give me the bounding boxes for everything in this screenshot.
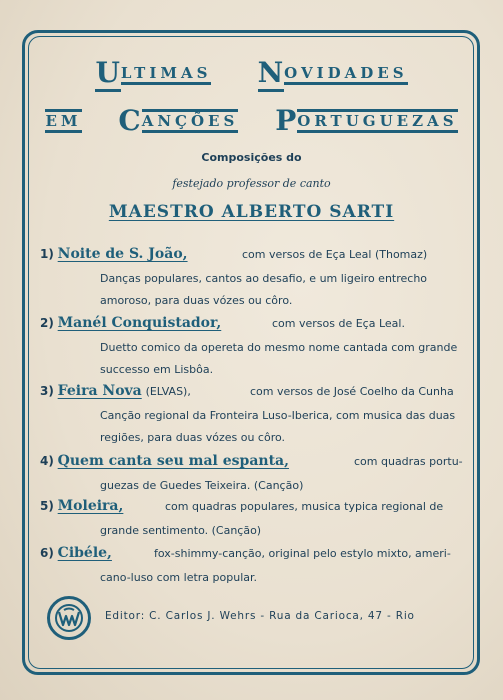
composer-name: MAESTRO ALBERTO SARTI (108, 202, 395, 222)
title-word-em: EM (45, 109, 81, 133)
song-title: Feira Nova (57, 383, 142, 399)
title-line-1 (0, 56, 503, 89)
song-title: Manél Conquistador, (57, 315, 222, 331)
song-1-header (40, 246, 460, 262)
song-1-description (100, 268, 470, 312)
song-number: 4) (40, 454, 54, 468)
song-6-description (100, 567, 470, 589)
song-title: Noite de S. João, (57, 246, 188, 262)
song-5-description (100, 520, 470, 542)
song-desc-line: successo em Lisbôa. (100, 363, 214, 376)
subtitle-composicoes: Composições do (201, 151, 302, 164)
title-word-ultimas: LTIMAS (121, 64, 212, 85)
song-verses: com versos de Eça Leal (Thomaz) (242, 248, 428, 261)
song-4-header (40, 453, 463, 469)
song-5-header (40, 498, 460, 514)
song-desc-line: regiões, para duas vózes ou côro. (100, 431, 286, 444)
wehrs-monogram-logo-icon (47, 596, 91, 640)
song-title: Quem canta seu mal espanta, (57, 453, 289, 469)
title-initial-u: U (95, 56, 120, 92)
song-2-description (100, 337, 470, 381)
song-extra: (ELVAS), (145, 385, 191, 398)
song-verses: com quadras populares, musica typica regional de (165, 500, 444, 513)
footer (47, 596, 467, 646)
song-verses: fox-shimmy-canção, original pelo estylo mixto, ameri- (154, 547, 451, 560)
song-desc-line: Canção regional da Fronteira Luso-Iberica, com musica das duas (100, 409, 456, 422)
song-title: Moleira, (57, 498, 124, 514)
song-2-header (40, 315, 460, 331)
song-number: 6) (40, 546, 54, 560)
song-3-description (100, 405, 470, 449)
title-line-2 (0, 104, 503, 137)
song-desc-line: Duetto comico da opereta do mesmo nome cantada com grande (100, 341, 458, 354)
song-number: 1) (40, 247, 54, 261)
song-number: 3) (40, 384, 54, 398)
song-verses: com versos de Eça Leal. (272, 317, 405, 330)
song-3-header (40, 383, 460, 399)
title-word-novidades: OVIDADES (284, 64, 407, 85)
song-desc-line: guezas de Guedes Teixeira. (Canção) (100, 479, 304, 492)
editor-line: Editor: C. Carlos J. Wehrs - Rua da Carioca, 47 - Rio (105, 610, 415, 622)
title-word-portuguezas: ORTUGUEZAS (297, 109, 457, 133)
song-verses: com versos de José Coelho da Cunha (250, 385, 454, 398)
song-desc-line: amoroso, para duas vózes ou côro. (100, 294, 293, 307)
title-word-cancoes: ANÇÕES (142, 109, 239, 133)
subtitle-professor: festejado professor de canto (172, 177, 331, 190)
title-initial-p: P (275, 104, 298, 137)
title-initial-n: N (258, 56, 285, 92)
title-initial-c: C (118, 104, 142, 137)
song-title: Cibéle, (57, 545, 112, 561)
song-number: 5) (40, 499, 54, 513)
song-desc-line: Danças populares, cantos ao desafio, e um ligeiro entrecho (100, 272, 428, 285)
song-desc-line: grande sentimento. (Canção) (100, 524, 262, 537)
song-number: 2) (40, 316, 54, 330)
song-6-header (40, 545, 460, 561)
song-verses: com quadras portu- (354, 455, 463, 468)
song-desc-line: cano-luso com letra popular. (100, 571, 258, 584)
song-4-description (100, 475, 470, 497)
